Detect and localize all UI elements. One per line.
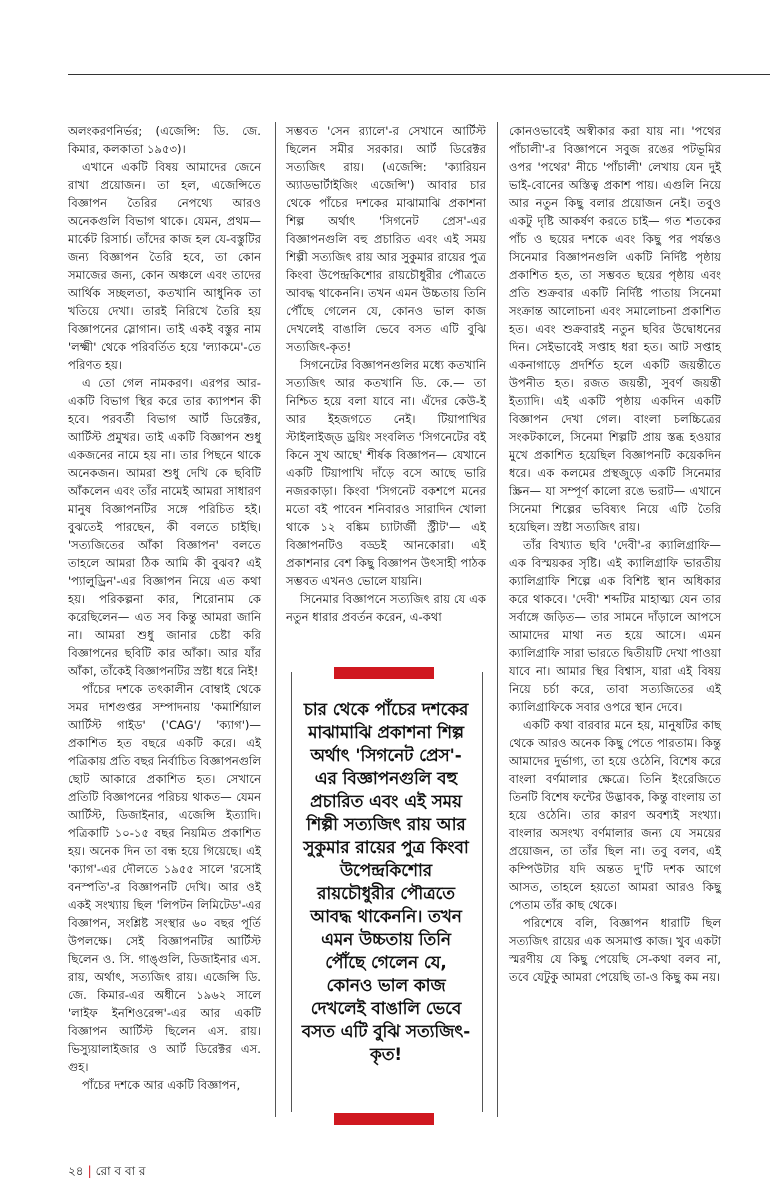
pull-quote-top-bar (334, 667, 434, 679)
article-column-1 (68, 122, 261, 1094)
article-paragraph: এ তো গেল নামকরণ। এরপর আর-একটি বিভাগ স্থির করে তার ক্যাপশন কী হবে। পরবর্তী বিভাগ আর্ট ডিরেক্টর, আর্টিস্ট প্রমুখর। তাই একটি বিজ্ঞাপন শুধু একজনের নামে হয় না। তার পিছনে থাকে অনেকজন। আমরা শুধু দেখি কে ছবিটি আঁকলেন এবং তাঁর নামেই আমরা সাধারণ মানুষ বিজ্ঞাপনটির সঙ্গে পরিচিত হই। বুঝতেই পারছেন, কী বলতে চাইছি। 'সত্যজিতের আঁকা বিজ্ঞাপন' বলতে তাহলে আমরা ঠিক আমি কী বুঝব? এই 'প্যালুড্রিন'-এর বিজ্ঞাপন নিয়ে এত কথা হয়। পরিকল্পনা কার, শিরোনাম কে করেছিলেন— এত সব কিন্তু আমরা জানি না। আমরা শুধু জানার চেষ্টা করি বিজ্ঞাপনের ছবিটি কার আঁকা। আর যাঁর আঁকা, তাঁকেই বিজ্ঞাপনটির স্রষ্টা ধরে নিই! (68, 376, 261, 678)
footer-separator: | (87, 1164, 92, 1178)
page-footer (68, 1163, 145, 1183)
pull-quote: চার থেকে পাঁচের দশকের মাঝামাঝি প্রকাশনা শিল্প অর্থাৎ 'সিগনেট প্রেস'-এর বিজ্ঞাপনগুলি বহু প্রচারিত এবং এই সময় শিল্পী সত্যজিৎ রায় আর সুকুমার রায়ের পুত্র কিংবা উপেন্দ্রকিশোর রায়চৌধুরীর পৌত্রতে আবদ্ধ থাকেননি। তখন এমন উচ্চতায় তিনি পৌঁছে গেলেন যে, কোনও ভাল কাজ দেখলেই বাঙালি ভেবে বসত এটি বুঝি সত্যজিৎ-কৃত! (301, 699, 471, 1064)
article-paragraph: পাঁচের দশকে আর একটি বিজ্ঞাপন, (82, 1078, 241, 1092)
article-paragraph: সিনেমার বিজ্ঞাপনে সত্যজিৎ রায় যে এক নতুন ধারার প্রবর্তন করেন, এ-কথা (286, 592, 486, 624)
article-paragraph: তাঁর বিখ্যাত ছবি 'দেবী'-র ক্যালিগ্রাফি— এক বিস্ময়কর সৃষ্টি। এই ক্যালিগ্রাফি ভারতীয় ক্যালিগ্রাফি শিল্পে এক বিশিষ্ট স্থান অধিকার করে থাকবে। 'দেবী' শব্দটির মাহাত্ম্য যেন তার সর্বাঙ্গে জড়িত— তার সামনে দাঁড়ালে আপসে আমাদের মাথা নত হয়ে আসে। এমন ক্যালিগ্রাফি সারা ভারতে দ্বিতীয়টি দেখা পাওয়া যাবে না। আমার স্থির বিশ্বাস, যারা এই বিষয় নিয়ে চর্চা করে, তাবা সত্যজিতের এই ক্যালিগ্রাফিকে সবার ওপরে স্থান দেবে। (509, 538, 721, 714)
article-paragraph: একটি কথা বারবার মনে হয়, মানুষটির কাছ থেকে আরও অনেক কিছু পেতে পারতাম। কিন্তু আমাদের দুর্ভাগ্য, তা হয়ে ওঠেনি, বিশেষ করে বাংলা বর্ণমালার ক্ষেত্রে। তিনি ইংরেজিতে তিনটি বিশেষ ফন্টের উদ্ভাবক, কিন্তু বাংলায় তা হয়ে ওঠেনি। তার কারণ অবশ্যই সংখ্যা। বাংলার অসংখ্য বর্ণমালার জন্য যে সময়ের প্রয়োজন, তা তাঁর ছিল না। তবু বলব, এই কম্পিউটার যদি অন্তত দু'টি দশক আগে আসত, তাহলে হয়তো আমরা আরও কিছু পেতাম তাঁর কাছ থেকে। (509, 718, 721, 912)
article-paragraph: কোনওভাবেই অস্বীকার করা যায় না। 'পথের পাঁচালী'-র বিজ্ঞাপনে সবুজ রঙের পটভূমির ওপর 'পথের' নীচে 'পাঁচালী' লেখায় যেন দুই ভাই-বোনের অস্তিত্ব প্রকাশ পায়। এগুলি নিয়ে আর নতুন কিছু বলার প্রয়োজন নেই। তবুও একটু দৃষ্টি আকর্ষণ করতে চাই— গত শতকের পাঁচ ও ছয়ের দশকে এবং কিছু পর পর্যন্তও সিনেমার বিজ্ঞাপনগুলি একটি নির্দিষ্ট পৃষ্ঠায় প্রকাশিত হত, তা সম্ভবত ছয়ের পৃষ্ঠায় এবং প্রতি শুক্রবার একটি নির্দিষ্ট পাতায় সিনেমা সংক্রান্ত আলোচনা এবং সমালোচনা প্রকাশিত হত। এবং শুক্রবারই নতুন ছবির উদ্বোধনের দিন। সেইভাবেই সপ্তাহ ধরা হত। আট সপ্তাহ একনাগাড়ে প্রদর্শিত হলে একটি জয়ন্তীতে উপনীত হত। রজত জয়ন্তী, সুবর্ণ জয়ন্তী ইত্যাদি। এই একটি পৃষ্ঠায় একদিন একটি বিজ্ঞাপন দেখা গেল। বাংলা চলচ্চিত্রের সংকটকালে, সিনেমা শিল্পটি প্রায় স্তব্ধ হওয়ার মুখে প্রকাশিত হয়েছিল বিজ্ঞাপনটি কয়েকদিন ধরে। এক কলমের প্রস্থজুড়ে একটি সিনেমার স্ক্রিন— যা সম্পূর্ণ কালো রঙে ভরাট— এখানে সিনেমা শিল্পের ভবিষ্যৎ নিয়ে এটি তৈরি হয়েছিল। স্রষ্টা সত্যজিৎ রায়। (509, 124, 721, 534)
article-column-3 (509, 122, 721, 986)
column-divider (275, 122, 276, 1117)
magazine-name: রো ব বা র (95, 1164, 146, 1178)
article-column-2 (286, 122, 486, 626)
header-rule (68, 74, 770, 75)
article-paragraph: পাঁচের দশকে তৎকালীন বোম্বাই থেকে সমর দাশগুপ্তর সম্পাদনায় 'কমার্শিয়াল আর্টিস্ট গাইড' ('CAG'/ 'ক্যাগ')—প্রকাশিত হত বছরে একটি করে। এই পত্রিকায় প্রতি বছর নির্বাচিত বিজ্ঞাপনগুলি ছোট আকারে প্রকাশিত হত। সেখানে প্রতিটি বিজ্ঞাপনের পরিচয় থাকত— যেমন আর্টিস্ট, ডিজাইনার, এজেন্সি ইত্যাদি। পত্রিকাটি ১০-১৫ বছর নিয়মিত প্রকাশিত হয়। অনেক দিন তা বন্ধ হয়ে গিয়েছে। এই 'ক্যাগ'-এর দৌলতে ১৯৫৫ সালে 'রসোই বনস্পতি'-র বিজ্ঞাপনটি দেখি। আর ওই একই সংখ্যায় ছিল 'লিপটন লিমিটেড'-এর বিজ্ঞাপন, সংশ্লিষ্ট সংস্থার ৬০ বছর পূর্তি উপলক্ষে। সেই বিজ্ঞাপনটির আর্টিস্ট ছিলেন ও. সি. গাঙ্গুলি, ডিজাইনার এস. রায়, অর্থাৎ, সত্যজিৎ রায়। এজেন্সি ডি. জে. কিমার-এর অধীনে ১৯৬২ সালে 'লাইফ ইনশিওরেন্স'-এর আর একটি বিজ্ঞাপন আর্টিস্ট ছিলেন এস. রায়। ভিস্যুয়ালাইজার ও আর্ট ডিরেক্টর এস. গুহ। (68, 682, 261, 1074)
article-paragraph: পরিশেষে বলি, বিজ্ঞাপন ধারাটি ছিল সত্যজিৎ রায়ের এক অসমাপ্ত কাজ। খুব একটা স্মরণীয় যে কিছু পেয়েছি সে-কথা বলব না, তবে যেটুকু আমরা পেয়েছি তা-ও কিছু কম নয়। (509, 916, 721, 984)
article-paragraph: সম্ভবত 'সেন র‍্যালে'-র সেখানে আর্টিস্ট ছিলেন সমীর সরকার। আর্ট ডিরেক্টর সত্যজিৎ রায়। (এজেন্সি: 'ক্যারিয়ন অ্যাডভার্টাইজিং এজেন্সি') আবার চার থেকে পাঁচের দশকের মাঝামাঝি প্রকাশনা শিল্প অর্থাৎ 'সিগনেট প্রেস'-এর বিজ্ঞাপনগুলি বহু প্রচারিত এবং এই সময় শিল্পী সত্যজিৎ রায় আর সুকুমার রায়ের পুত্র কিংবা উপেন্দ্রকিশোর রায়চৌধুরীর পৌত্রতে আবদ্ধ থাকেননি। তখন এমন উচ্চতায় তিনি পৌঁছে গেলেন যে, কোনও ভাল কাজ দেখলেই বাঙালি ভেবে বসত এটি বুঝি সত্যজিৎ-কৃত! (286, 124, 486, 354)
page-number: ২৪ (68, 1164, 84, 1178)
article-paragraph: অলংকরণনির্ভর; (এজেন্সি: ডি. জে. কিমার, কলকাতা ১৯৫৩)। (68, 124, 261, 156)
article-paragraph: সিগনেটের বিজ্ঞাপনগুলির মধ্যে কতখানি সত্যজিৎ আর কতখানি ডি. কে.— তা নিশ্চিত হয়ে বলা যাবে না। এঁদের কেউ-ই আর ইহজগতে নেই। টিয়াপাখির স্টাইলাইজ্‌ড ড্রয়িং সংবলিত 'সিগনেটের বই কিনে সুখ আছে' শীর্ষক বিজ্ঞাপন— যেখানে একটি টিয়াপাখি দাঁড়ে বসে আছে ভারি নজরকাড়া। কিংবা 'সিগনেট বকশপে মনের মতো বই পাবেন শনিবারও সারাদিন খোলা থাকে ১২ বঙ্কিম চ্যাটার্জী স্ট্রীট'— এই বিজ্ঞাপনটিও বড্ডই আনকোরা। এই প্রকাশনার বেশ কিছু বিজ্ঞাপন উৎসাহী পাঠক সম্ভবত এখনও ভোলে যায়নি। (286, 358, 486, 588)
pull-quote-bottom-bar (334, 1113, 434, 1125)
article-paragraph: এখানে একটি বিষয় আমাদের জেনে রাখা প্রয়োজন। তা হল, এজেন্সিতে বিজ্ঞাপন তৈরির নেপথ্যে আরও অনেকগুলি বিভাগ থাকে। যেমন, প্রথম— মার্কেট রিসার্চ। তাঁদের কাজ হল যে-বস্তুটির জন্য বিজ্ঞাপন তৈরি হবে, তা কোন সমাজের জন্য, কোন অঞ্চলে এবং তাদের আর্থিক সচ্ছলতা, কতখানি আধুনিক তা খতিয়ে দেখা। তারই নিরিখে তৈরি হয় বিজ্ঞাপনের স্লোগান। তাই একই বস্তুর নাম 'লক্ষ্মী' থেকে পরিবর্তিত হয়ে 'ল্যাকমে'-তে পরিণত হয়। (68, 160, 261, 372)
column-divider (497, 122, 498, 1117)
